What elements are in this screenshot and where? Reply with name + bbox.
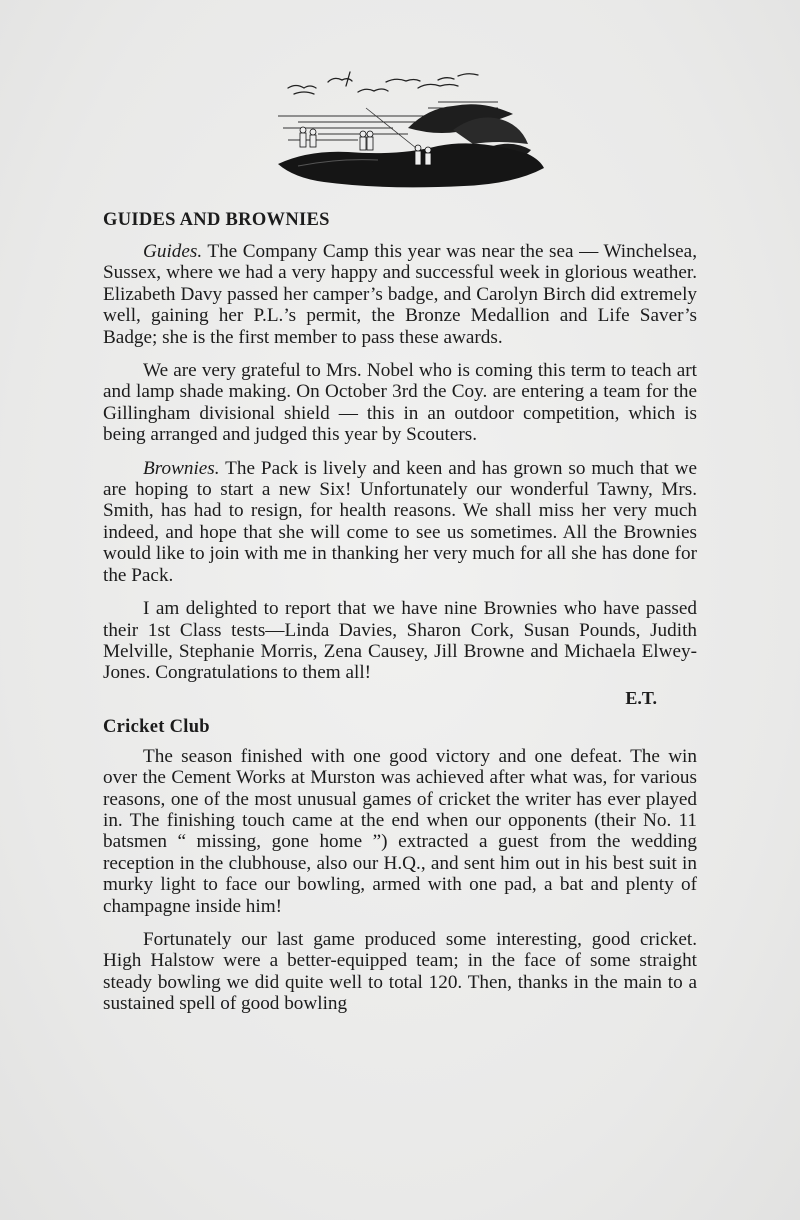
- guides-lead: Guides.: [143, 241, 203, 262]
- guides-text: The Company Camp this year was near the sea — Winchelsea, Sussex, where we had a very happy and successful week in glorious weather. Elizabeth Davy passed her camper’s badge, and Carolyn Birch did extremely well, gaining her P.L.’s permit, the Bronze Medallion and Life Saver’s Badge; she is the first member to pass these awards.: [103, 241, 697, 348]
- guides-paragraph: [103, 241, 697, 348]
- brownies-lead: Brownies.: [143, 457, 220, 479]
- cricket-paragraph-2: Fortunately our last game produced some interesting, good cricket. High Halstow were a better-equipped team; in the face of some straight steady bowling we did quite well to total 120. Then, thanks in the main to a sustained spell of good bowling: [103, 928, 697, 1015]
- beach-scene-illustration: [258, 68, 544, 194]
- section-heading-guides: GUIDES AND BROWNIES: [103, 210, 330, 230]
- section-heading-cricket: Cricket Club: [103, 716, 210, 737]
- cricket-paragraph-1: The season finished with one good victory and one defeat. The win over the Cement Works at Murston was achieved after what was, for various reasons, one of the most unusual games of cricket the writer has ever played in. The finishing touch came at the end when our opponents (their No. 11 batsmen “ missing, gone home ”) extracted a guest from the wedding reception in the clubhouse, also our H.Q., and sent him out in his best suit in murky light to face our bowling, armed with one pad, a bat and plenty of champagne inside him!: [103, 745, 697, 917]
- nobel-paragraph: We are very grateful to Mrs. Nobel who is coming this term to teach art and lamp shade making. On October 3rd the Coy. are entering a team for the Gillingham divisional shield — this in an outdoor competition, which is being arranged and judged this year by Scouters.: [103, 360, 697, 446]
- brownies-text: The Pack is lively and keen and has grown so much that we are hoping to start a new Six! Unfortunately our wonderful Tawny, Mrs. Smith, has had to resign, for health reasons. We shall miss her very much indeed, and hope that she will come to see us sometimes. All the Brownies would like to join with me in thanking her very much for all she has done for the Pack.: [103, 457, 697, 586]
- brownies-paragraph: [103, 458, 697, 586]
- first-class-paragraph: I am delighted to report that we have nine Brownies who have passed their 1st Class tests—Linda Davies, Sharon Cork, Susan Pounds, Judith Melville, Stephanie Morris, Zena Causey, Jill Browne and Michaela Elwey-Jones. Congratulations to them all!: [103, 598, 697, 684]
- article-body: [103, 210, 697, 1027]
- signature: E.T.: [625, 687, 657, 708]
